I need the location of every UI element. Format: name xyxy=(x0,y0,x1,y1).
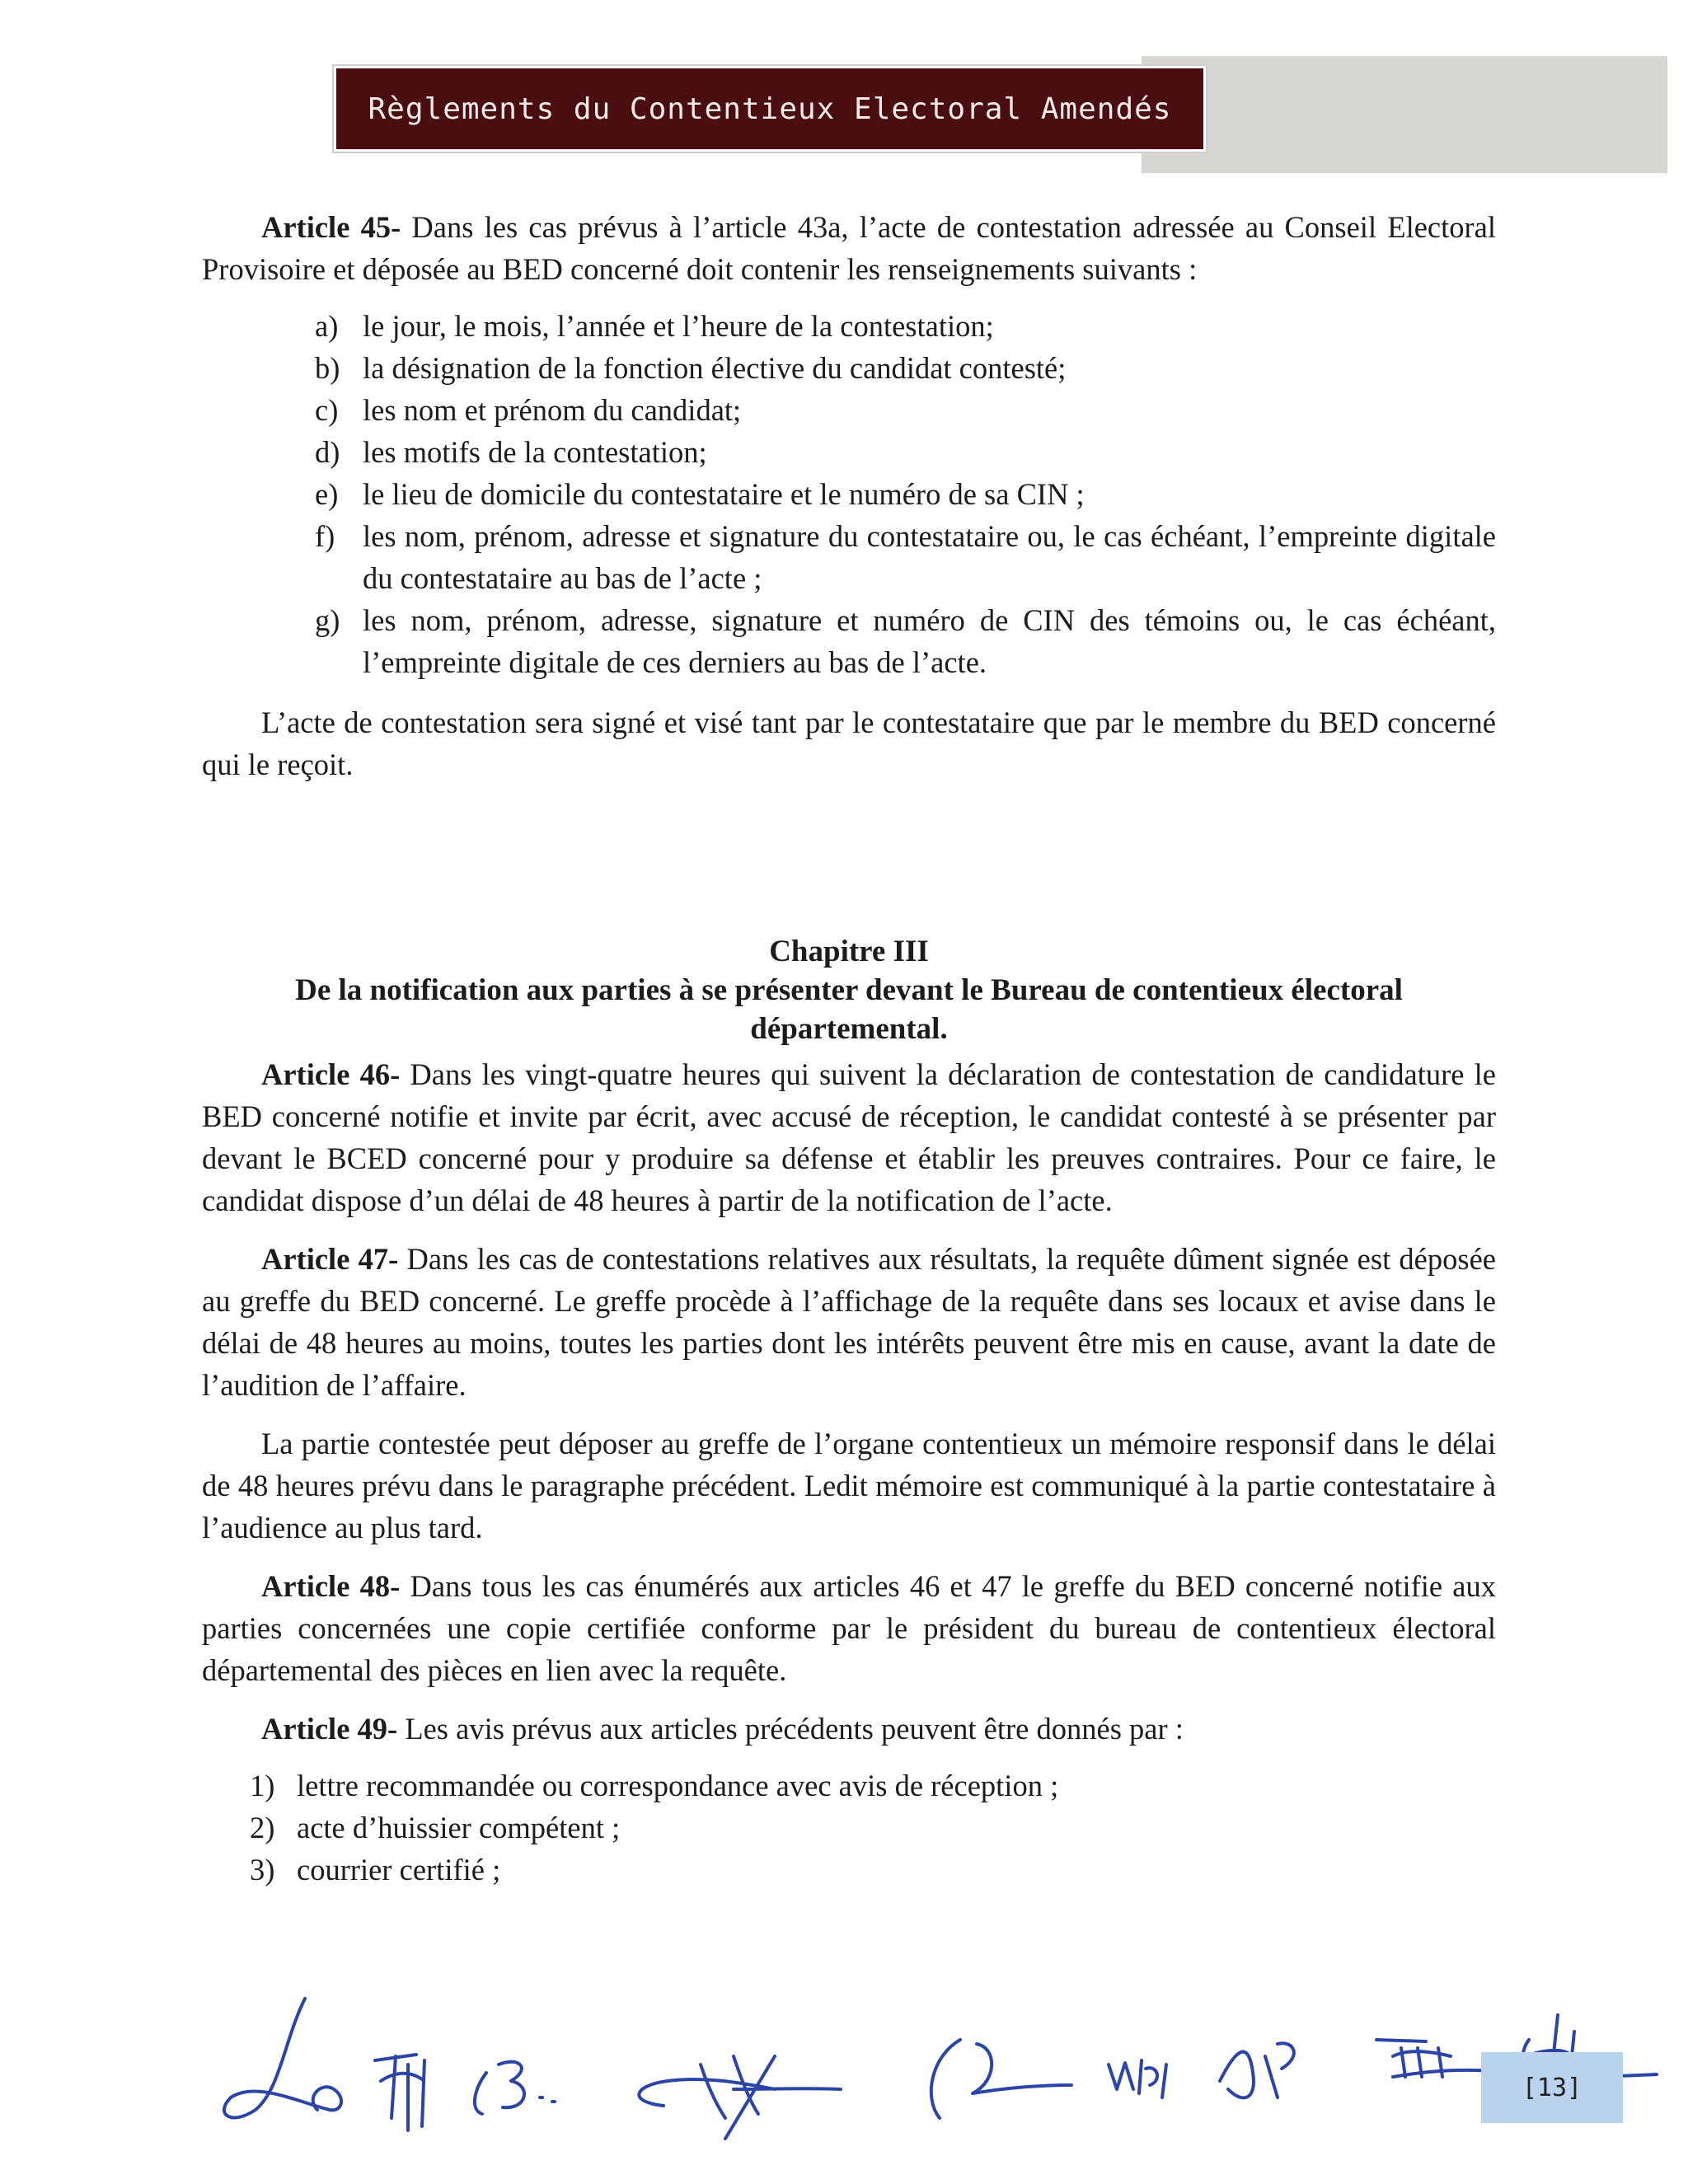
list-item: c) les nom et prénom du candidat; xyxy=(315,393,742,427)
article-46-label: Article 46- xyxy=(261,1057,401,1091)
signature-1 xyxy=(224,1999,341,2117)
page-number-badge xyxy=(1481,2052,1623,2123)
chapter-subtitle-line2: départemental. xyxy=(750,1012,948,1046)
list-item: 2) acte d’huissier compétent ; xyxy=(250,1811,621,1844)
article-45-list xyxy=(202,305,1496,683)
article-49-list xyxy=(202,1765,1496,1891)
list-item: d) les motifs de la contestation; xyxy=(315,435,707,469)
article-45-closing: L’acte de contestation sera signé et visé tant par le contestataire que par le membre du BED concerné qui le reçoit. xyxy=(202,705,1496,781)
article-47: Article 47- Dans les cas de contestations relatives aux résultats, la requête dûment signée est déposée au greffe du BED concerné. Le greffe procède à l’affichage de la requête dans ses locaux et avise dans le délai de 48 heures au moins, toutes les parties dont les intérêts peuvent être mis en cause, avant la date de l’audition de l’affaire. xyxy=(202,1242,1496,1402)
list-item: g) les nom, prénom, adresse, signature et numéro de CIN des témoins ou, le cas échéant, l’empreinte digitale de ces derniers au bas de l’acte. xyxy=(315,603,1496,679)
header-shadow-band xyxy=(1142,56,1667,173)
chapter-subtitle-line1: De la notification aux parties à se présenter devant le Bureau de contentieux électoral xyxy=(295,973,1403,1007)
article-45-label: Article 45- xyxy=(261,210,401,244)
article-48-label: Article 48- xyxy=(261,1569,401,1603)
signature-7 xyxy=(1220,2043,1294,2097)
article-49-label: Article 49- xyxy=(261,1712,398,1746)
list-item: 1) lettre recommandée ou correspondance avec avis de réception ; xyxy=(250,1769,1059,1802)
document-header xyxy=(334,66,1206,152)
page-content xyxy=(202,206,1496,1891)
handwritten-signatures xyxy=(206,1966,1673,2155)
list-item: f) les nom, prénom, adresse et signature du contestataire ou, le cas échéant, l’empreinte digitale du contestataire au bas de l’acte ; xyxy=(315,519,1496,595)
document-title: Règlements du Contentieux Electoral Amendés xyxy=(368,91,1172,126)
signature-5 xyxy=(931,2040,1071,2118)
article-49: Article 49- Les avis prévus aux articles précédents peuvent être donnés par : xyxy=(261,1712,1184,1746)
chapter-title: Chapitre III xyxy=(769,935,929,968)
article-48: Article 48- Dans tous les cas énumérés aux articles 46 et 47 le greffe du BED concerné notifie aux parties concernées une copie certifiée conforme par le président du bureau de contentieux électoral départemental des pièces en lien avec la requête. xyxy=(202,1569,1496,1687)
signature-4 xyxy=(639,2056,841,2139)
signature-6 xyxy=(1109,2060,1166,2097)
signature-2 xyxy=(375,2055,424,2130)
page-number: [13] xyxy=(1522,2073,1582,2102)
list-item: b) la désignation de la fonction élective du candidat contesté; xyxy=(315,351,1067,385)
list-item: e) le lieu de domicile du contestataire et le numéro de sa CIN ; xyxy=(315,477,1085,511)
article-46: Article 46- Dans les vingt-quatre heures qui suivent la déclaration de contestation de candidature le BED concerné notifie et invite par écrit, avec accusé de réception, le candidat contesté à se présenter par devant le BCED concerné pour y produire sa défense et établir les preuves contraires. Pour ce faire, le candidat dispose d’un délai de 48 heures à partir de la notification de l’acte. xyxy=(202,1057,1496,1217)
article-47-paragraph-2: La partie contestée peut déposer au greffe de l’organe contentieux un mémoire responsif dans le délai de 48 heures prévu dans le paragraphe précédent. Ledit mémoire est communiqué à la partie contestataire à l’audience au plus tard. xyxy=(202,1427,1496,1544)
list-item: a) le jour, le mois, l’année et l’heure de la contestation; xyxy=(315,309,994,343)
article-47-label: Article 47- xyxy=(261,1242,399,1276)
list-item: 3) courrier certifié ; xyxy=(250,1853,501,1886)
signature-3 xyxy=(475,2062,555,2114)
article-45-intro: Article 45- Dans les cas prévus à l’article 43a, l’acte de contestation adressée au Conseil Electoral Provisoire et déposée au BED concerné doit contenir les renseignements suivants : xyxy=(202,210,1496,286)
